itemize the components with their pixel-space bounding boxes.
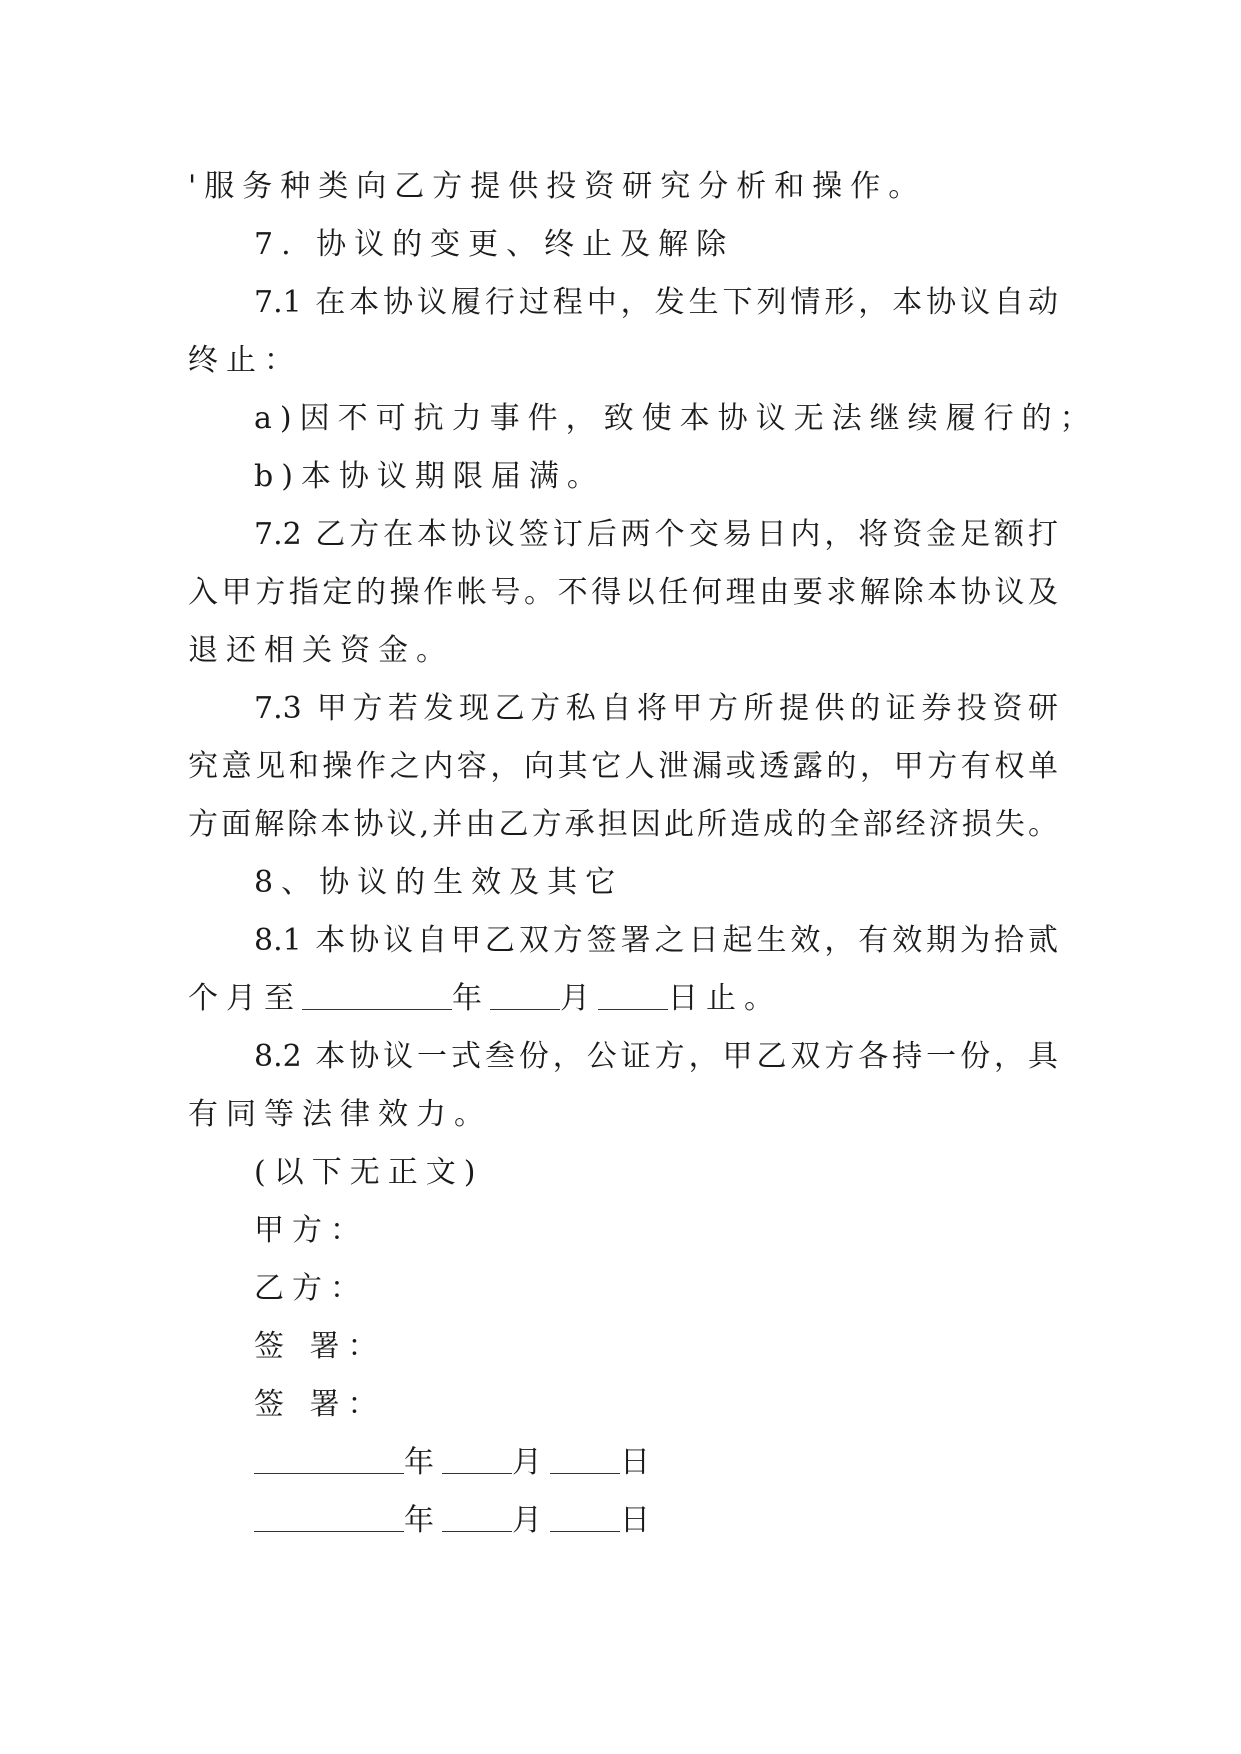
month-label: 月 xyxy=(512,1503,550,1538)
clause-7-3: 7.3 甲方若发现乙方私自将甲方所提供的证券投资研 xyxy=(254,691,1058,726)
item-a: a)因不可抗力事件，致使本协议无法继续履行的； xyxy=(254,401,1098,436)
day-blank xyxy=(550,1443,620,1474)
month-label: 月 xyxy=(560,981,598,1016)
clause-7-2-end: 退还相关资金。 xyxy=(188,633,454,668)
day-label: 日止。 xyxy=(668,981,782,1016)
paragraph-line: '服务种类向乙方提供投资研究分析和操作。 xyxy=(188,169,927,204)
day-blank xyxy=(598,979,668,1010)
year-label: 年 xyxy=(452,981,490,1016)
clause-7-2: 7.2 乙方在本协议签订后两个交易日内，将资金足额打 xyxy=(254,517,1058,552)
month-blank xyxy=(442,1501,512,1532)
clause-8-2-continued: 有同等法律效力。 xyxy=(188,1097,492,1132)
clause-7-1: 7.1 在本协议履行过程中，发生下列情形，本协议自动 xyxy=(254,285,1058,320)
month-label: 月 xyxy=(512,1445,550,1480)
clause-8-1-date xyxy=(188,970,1058,1028)
clause-7-2-continued: 入甲方指定的操作帐号。不得以任何理由要求解除本协议及 xyxy=(188,575,1058,610)
day-label: 日 xyxy=(620,1445,658,1480)
date-line-b xyxy=(188,1492,1058,1550)
party-b-label: 乙方： xyxy=(254,1271,368,1306)
month-blank xyxy=(442,1443,512,1474)
item-b: b)本协议期限届满。 xyxy=(254,459,605,494)
year-blank xyxy=(254,1501,404,1532)
signature-label-b: 签 署： xyxy=(254,1387,386,1422)
document-page xyxy=(188,158,1098,1550)
year-label: 年 xyxy=(404,1445,442,1480)
no-more-text-note: (以下无正文) xyxy=(254,1155,484,1190)
clause-8-1-prefix: 个月至 xyxy=(188,981,302,1016)
date-line-a xyxy=(188,1434,1058,1492)
year-label: 年 xyxy=(404,1503,442,1538)
clause-8-2: 8.2 本协议一式叁份，公证方，甲乙双方各持一份，具 xyxy=(254,1039,1058,1074)
month-blank xyxy=(490,979,560,1010)
clause-7-3-end: 方面解除本协议,并由乙方承担因此所造成的全部经济损失。 xyxy=(188,807,1058,842)
clause-8-1: 8.1 本协议自甲乙双方签署之日起生效，有效期为拾贰 xyxy=(254,923,1058,958)
day-label: 日 xyxy=(620,1503,658,1538)
party-a-label: 甲方： xyxy=(254,1213,368,1248)
signature-label-a: 签 署： xyxy=(254,1329,386,1364)
day-blank xyxy=(550,1501,620,1532)
year-blank xyxy=(254,1443,404,1474)
section-heading-7: 7. 协议的变更、终止及解除 xyxy=(254,227,735,262)
clause-7-3-continued: 究意见和操作之内容，向其它人泄漏或透露的，甲方有权单 xyxy=(188,749,1058,784)
section-heading-8: 8、协议的生效及其它 xyxy=(254,865,624,900)
year-blank xyxy=(302,979,452,1010)
clause-7-1-continued: 终止： xyxy=(188,343,302,378)
